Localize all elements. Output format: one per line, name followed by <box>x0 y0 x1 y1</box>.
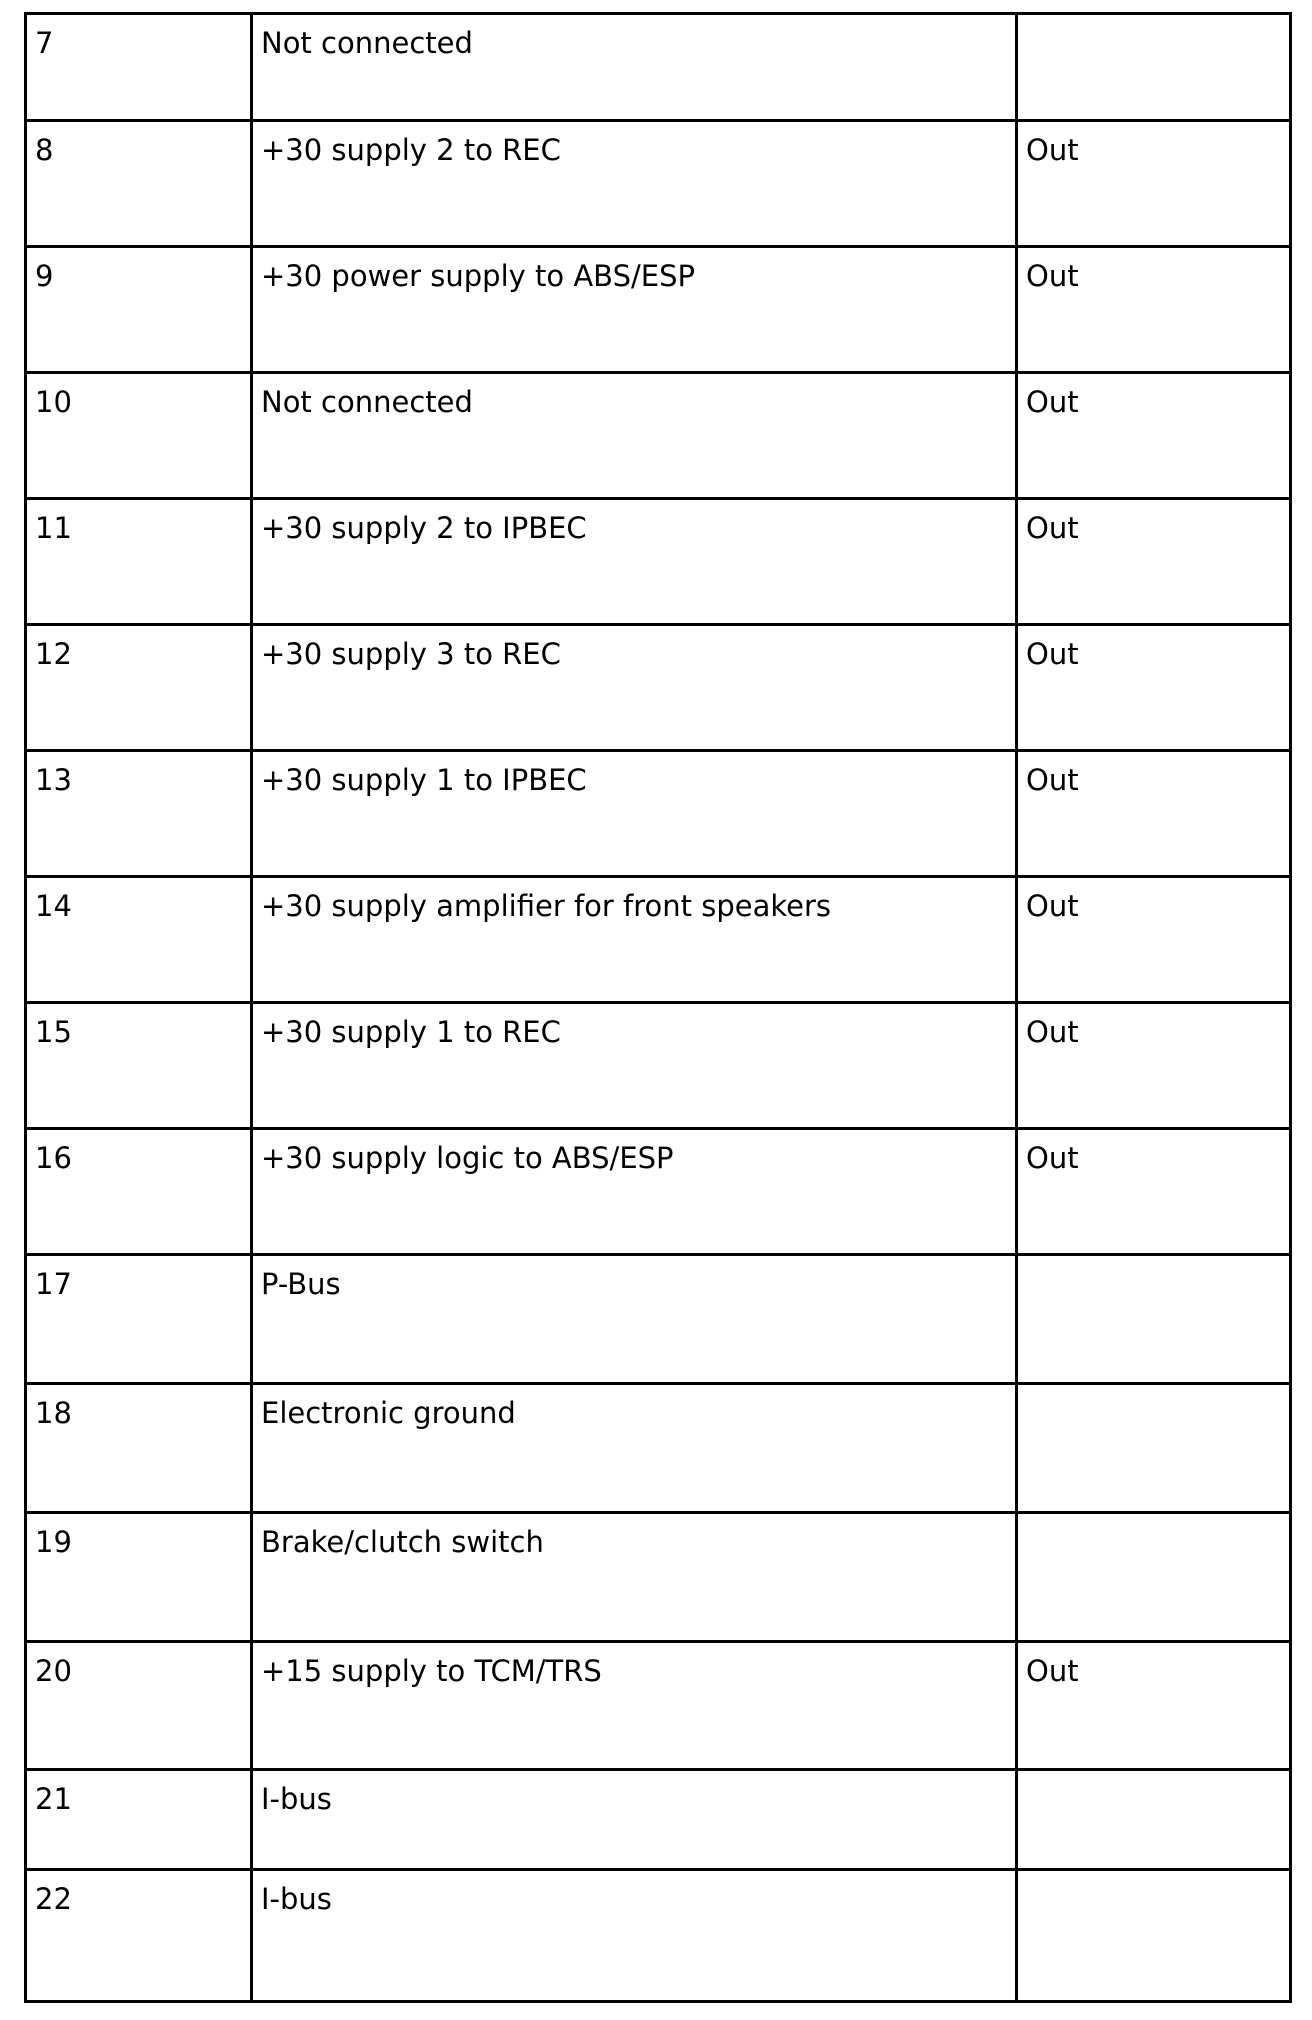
pin-direction-cell <box>1017 1384 1291 1513</box>
table-row <box>26 1770 1291 1870</box>
table-row <box>26 247 1291 373</box>
pin-description-cell: Not connected <box>252 373 1017 499</box>
pin-number-cell: 16 <box>26 1129 252 1255</box>
pin-number-cell: 9 <box>26 247 252 373</box>
pin-direction-cell <box>1017 1770 1291 1870</box>
pin-number-cell: 11 <box>26 499 252 625</box>
pin-direction-cell: Out <box>1017 1642 1291 1770</box>
pin-description-cell: +30 supply logic to ABS/ESP <box>252 1129 1017 1255</box>
pin-direction-cell <box>1017 1513 1291 1642</box>
pin-description-cell: Not connected <box>252 14 1017 121</box>
pin-direction-cell: Out <box>1017 373 1291 499</box>
pin-number-cell: 18 <box>26 1384 252 1513</box>
pin-number-cell: 22 <box>26 1870 252 2002</box>
pin-number-cell: 21 <box>26 1770 252 1870</box>
pin-direction-cell: Out <box>1017 877 1291 1003</box>
table-row <box>26 121 1291 247</box>
pin-number-cell: 8 <box>26 121 252 247</box>
pin-number-cell: 13 <box>26 751 252 877</box>
pin-description-cell: +30 supply 3 to REC <box>252 625 1017 751</box>
pin-direction-cell <box>1017 14 1291 121</box>
table-row <box>26 1255 1291 1384</box>
pin-description-cell: Electronic ground <box>252 1384 1017 1513</box>
pin-number-cell: 14 <box>26 877 252 1003</box>
table-row <box>26 1870 1291 2002</box>
pin-description-cell: +30 supply 1 to IPBEC <box>252 751 1017 877</box>
pin-number-cell: 20 <box>26 1642 252 1770</box>
table-row <box>26 1642 1291 1770</box>
pin-description-cell: Brake/clutch switch <box>252 1513 1017 1642</box>
pin-description-cell: P-Bus <box>252 1255 1017 1384</box>
pin-direction-cell: Out <box>1017 247 1291 373</box>
table-row <box>26 1513 1291 1642</box>
pin-number-cell: 17 <box>26 1255 252 1384</box>
table-row <box>26 625 1291 751</box>
pin-description-cell: I-bus <box>252 1770 1017 1870</box>
pin-number-cell: 19 <box>26 1513 252 1642</box>
pin-description-cell: +15 supply to TCM/TRS <box>252 1642 1017 1770</box>
table-row <box>26 877 1291 1003</box>
pin-number-cell: 10 <box>26 373 252 499</box>
pin-direction-cell: Out <box>1017 1129 1291 1255</box>
table-row <box>26 1384 1291 1513</box>
pin-direction-cell: Out <box>1017 121 1291 247</box>
pin-direction-cell: Out <box>1017 1003 1291 1129</box>
pin-direction-cell: Out <box>1017 751 1291 877</box>
table-row <box>26 14 1291 121</box>
pin-description-cell: I-bus <box>252 1870 1017 2002</box>
pin-direction-cell: Out <box>1017 625 1291 751</box>
table-row <box>26 1003 1291 1129</box>
pin-number-cell: 12 <box>26 625 252 751</box>
pin-description-cell: +30 power supply to ABS/ESP <box>252 247 1017 373</box>
pin-number-cell: 15 <box>26 1003 252 1129</box>
pin-description-cell: +30 supply 1 to REC <box>252 1003 1017 1129</box>
pin-description-cell: +30 supply 2 to IPBEC <box>252 499 1017 625</box>
pin-direction-cell: Out <box>1017 499 1291 625</box>
table-row <box>26 751 1291 877</box>
table-row <box>26 1129 1291 1255</box>
pin-direction-cell <box>1017 1870 1291 2002</box>
pin-direction-cell <box>1017 1255 1291 1384</box>
pin-description-cell: +30 supply amplifier for front speakers <box>252 877 1017 1003</box>
pin-number-cell: 7 <box>26 14 252 121</box>
pin-description-cell: +30 supply 2 to REC <box>252 121 1017 247</box>
table-row <box>26 499 1291 625</box>
table-row <box>26 373 1291 499</box>
pin-assignment-table <box>24 12 1292 2003</box>
